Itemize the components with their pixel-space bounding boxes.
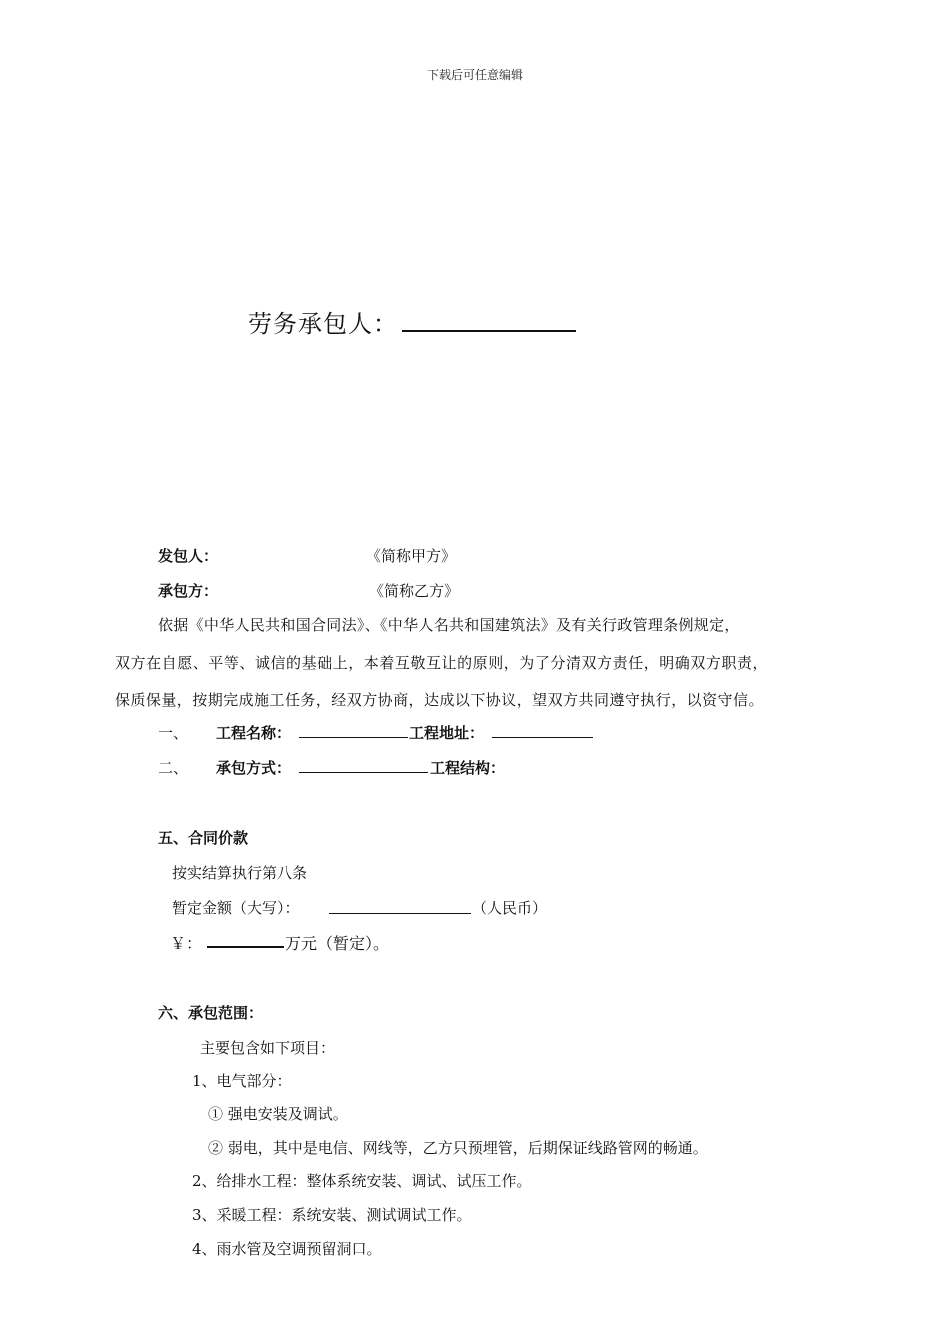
project-address-label: 工程地址： [409, 724, 485, 742]
project-structure-label: 工程结构： [430, 759, 506, 777]
project-name-blank [299, 723, 408, 738]
project-address-blank [492, 723, 593, 738]
amount-blank [329, 899, 471, 914]
issuer-label: 发包人： [158, 547, 219, 565]
scope-item-1b: ② 弱电，其中是电信、网线等，乙方只预埋管，后期保证线路管网的畅通。 [208, 1139, 708, 1157]
scope-item-3: 3、采暖工程：系统安装、测试调试工作。 [192, 1206, 472, 1224]
scope-item-1: 1、电气部分： [192, 1072, 292, 1090]
preamble-line-2: 双方在自愿、平等、诚信的基础上，本着互敬互让的原则，为了分清双方责任，明确双方职责， [115, 654, 769, 672]
page-header-note: 下载后可任意编辑 [426, 68, 523, 82]
yen-amount-blank [207, 932, 284, 948]
section6-heading: 六、承包范围： [158, 1004, 264, 1022]
yen-suffix: 万元（暂定）。 [285, 934, 390, 953]
scope-intro: 主要包含如下项目： [200, 1039, 336, 1057]
amount-currency: （人民币） [472, 899, 548, 917]
contract-method-label: 承包方式： [216, 759, 292, 777]
scope-item-1a: ① 强电安装及调试。 [208, 1105, 348, 1123]
labor-contractor-title [248, 304, 576, 339]
preamble-line-3: 保质保量，按期完成施工任务，经双方协商，达成以下协议，望双方共同遵守执行，以资守信。 [115, 691, 764, 709]
section5-heading: 五、合同价款 [158, 829, 249, 847]
contractor-alias: 《简称乙方》 [369, 582, 460, 600]
scope-item-4: 4、雨水管及空调预留洞口。 [192, 1240, 382, 1258]
section1-number: 一、 [158, 724, 189, 742]
section2-number: 二、 [158, 759, 189, 777]
issuer-alias: 《简称甲方》 [366, 547, 457, 565]
project-name-label: 工程名称： [216, 724, 292, 742]
scope-item-2: 2、给排水工程：整体系统安装、调试、试压工作。 [192, 1172, 532, 1190]
preamble-line-1: 依据《中华人民共和国合同法》、《中华人名共和国建筑法》及有关行政管理条例规定， [158, 616, 740, 634]
title-blank-line [402, 312, 576, 332]
contractor-label: 承包方： [158, 582, 219, 600]
title-label: 劳务承包人： [248, 310, 398, 338]
amount-label: 暂定金额（大写）： [172, 899, 300, 917]
settlement-line: 按实结算执行第八条 [172, 864, 308, 882]
yen-label: ￥： [170, 934, 203, 953]
contract-method-blank [299, 758, 428, 773]
